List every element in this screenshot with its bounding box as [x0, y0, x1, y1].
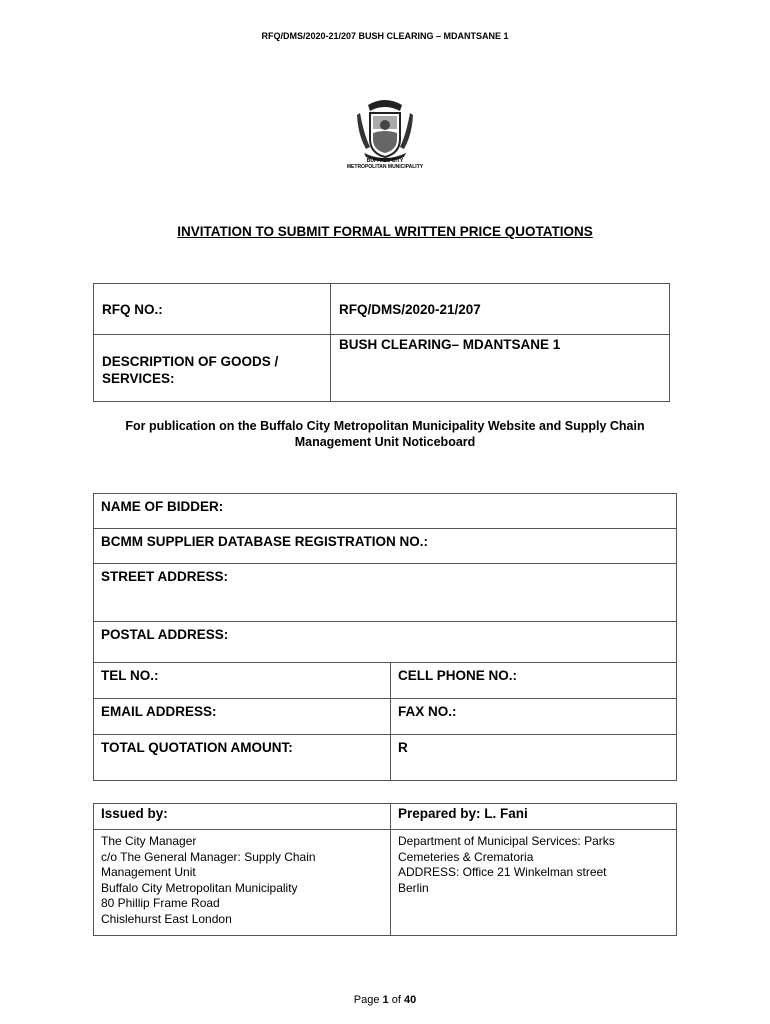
- logo-text-line2: METROPOLITAN MUNICIPALITY: [346, 164, 424, 170]
- prepared-line: ADDRESS: Office 21 Winkelman street: [398, 865, 607, 879]
- publication-note: For publication on the Buffalo City Metropolitan Municipality Website and Supply Chain Management Unit Noticeboard: [125, 419, 645, 449]
- description-value: BUSH CLEARING– MDANTSANE 1: [339, 337, 561, 352]
- rfq-no-cell: [94, 284, 331, 335]
- fax-no-field[interactable]: [391, 699, 677, 735]
- tel-no-label: TEL NO.:: [101, 668, 159, 683]
- postal-address-label: POSTAL ADDRESS:: [101, 627, 229, 642]
- bcmm-registration-field[interactable]: [94, 529, 677, 564]
- footer-total-pages: 40: [403, 994, 417, 1006]
- fax-no-label: FAX NO.:: [398, 704, 457, 719]
- prepared-by-header: Prepared by: L. Fani: [391, 804, 677, 830]
- rfq-no-label: RFQ NO.:: [102, 302, 163, 317]
- issued-prepared-table: [93, 803, 677, 936]
- prepared-line: Department of Municipal Services: Parks Cemeteries & Crematoria: [398, 834, 615, 864]
- page-footer: [0, 994, 770, 1006]
- footer-middle: of: [388, 994, 404, 1006]
- email-address-field[interactable]: [94, 699, 391, 735]
- footer-prefix: Page: [353, 994, 383, 1006]
- issued-line: Buffalo City Metropolitan Municipality: [101, 880, 298, 895]
- logo-text-line1: BUFFALO CITY: [366, 158, 404, 164]
- prepared-by-details: [391, 830, 677, 936]
- bidder-name-field[interactable]: [94, 494, 677, 529]
- email-address-label: EMAIL ADDRESS:: [101, 704, 217, 719]
- bcmm-registration-label: BCMM SUPPLIER DATABASE REGISTRATION NO.:: [101, 534, 428, 549]
- rfq-no-value: RFQ/DMS/2020-21/207: [339, 302, 481, 317]
- cell-phone-label: CELL PHONE NO.:: [398, 668, 518, 683]
- description-label: DESCRIPTION OF GOODS / SERVICES:: [102, 354, 279, 386]
- issued-line: The City Manager: [101, 834, 197, 848]
- total-quotation-amount-field[interactable]: [391, 735, 677, 781]
- total-quotation-label: TOTAL QUOTATION AMOUNT:: [101, 740, 293, 755]
- issued-by-details: [94, 830, 391, 936]
- street-address-field[interactable]: [94, 564, 677, 622]
- issued-by-header: Issued by:: [94, 804, 391, 830]
- description-cell: [94, 335, 331, 402]
- rfq-no-value-cell: [331, 284, 670, 335]
- cell-phone-field[interactable]: [391, 663, 677, 699]
- page-header: RFQ/DMS/2020-21/207 BUSH CLEARING – MDANTSANE 1: [261, 31, 509, 41]
- postal-address-field[interactable]: [94, 622, 677, 663]
- description-value-cell: [331, 335, 670, 402]
- rfq-table: [93, 283, 670, 402]
- footer-page-number: 1: [382, 994, 389, 1006]
- document-title: INVITATION TO SUBMIT FORMAL WRITTEN PRICE QUOTATIONS: [177, 224, 593, 239]
- street-address-label: STREET ADDRESS:: [101, 569, 229, 584]
- prepared-line: Berlin: [398, 880, 429, 895]
- bidder-details-table: [93, 493, 677, 781]
- total-quotation-field: [94, 735, 391, 781]
- issued-line: Chislehurst East London: [101, 911, 232, 926]
- issued-line: 80 Phillip Frame Road: [101, 896, 220, 910]
- bidder-name-label: NAME OF BIDDER:: [101, 499, 224, 514]
- total-quotation-currency: R: [398, 740, 408, 755]
- issued-line: c/o The General Manager: Supply Chain Management Unit: [101, 849, 316, 879]
- tel-no-field[interactable]: [94, 663, 391, 699]
